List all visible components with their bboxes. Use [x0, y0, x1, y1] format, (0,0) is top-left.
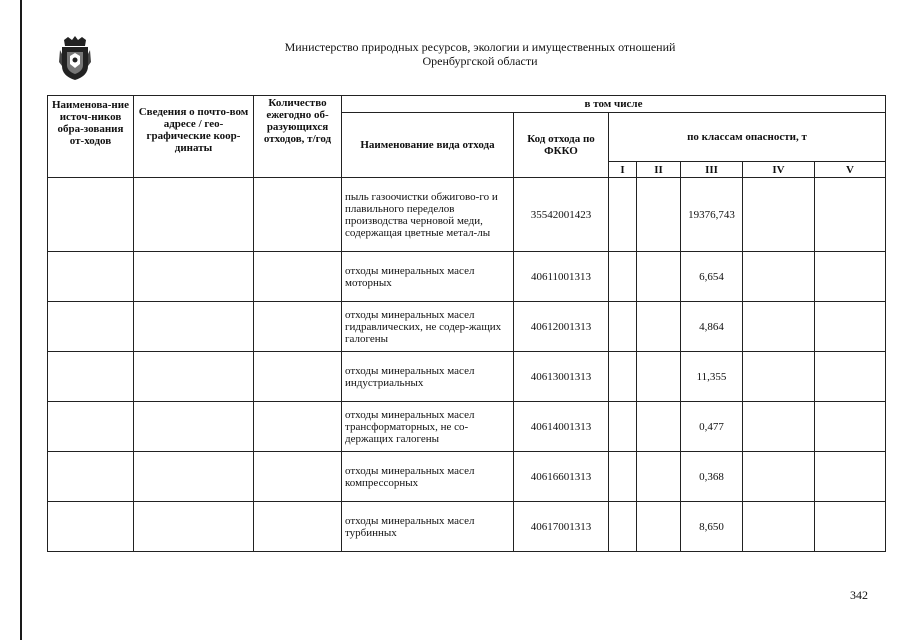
- quantity-cell: [254, 452, 342, 502]
- address-cell: [134, 502, 254, 552]
- address-cell: [134, 302, 254, 352]
- fkko-code-cell: 40617001313: [514, 502, 609, 552]
- waste-name-cell: пыль газоочистки обжигово-го и плавильного переделов производства черновой меди, содержащая цветные метал-лы: [342, 178, 514, 252]
- page-edge-line: [20, 0, 22, 640]
- class-3-cell: 8,650: [681, 502, 743, 552]
- class-2-cell: [637, 402, 681, 452]
- class-4-cell: [743, 302, 815, 352]
- source-cell: [48, 178, 134, 252]
- class-header-1: I: [609, 162, 637, 178]
- class-5-cell: [815, 452, 886, 502]
- class-5-cell: [815, 502, 886, 552]
- class-5-cell: [815, 302, 886, 352]
- table-row: [48, 352, 886, 402]
- class-4-cell: [743, 352, 815, 402]
- table-row: [48, 452, 886, 502]
- class-5-cell: [815, 252, 886, 302]
- class-4-cell: [743, 402, 815, 452]
- group-header-including: в том числе: [342, 96, 886, 113]
- table-row: [48, 178, 886, 252]
- class-header-2: II: [637, 162, 681, 178]
- fkko-code-cell: 40613001313: [514, 352, 609, 402]
- quantity-cell: [254, 502, 342, 552]
- table-row: [48, 252, 886, 302]
- class-4-cell: [743, 252, 815, 302]
- class-5-cell: [815, 178, 886, 252]
- waste-name-cell: отходы минеральных масел компрессорных: [342, 452, 514, 502]
- col-header-address: Сведения о почто-вом адресе / гео-графические коор-динаты: [134, 96, 254, 178]
- source-cell: [48, 402, 134, 452]
- class-2-cell: [637, 502, 681, 552]
- quantity-cell: [254, 252, 342, 302]
- class-2-cell: [637, 252, 681, 302]
- col-header-quantity: Количество ежегодно об-разующихся отходов, т/год: [254, 96, 342, 178]
- class-1-cell: [609, 452, 637, 502]
- class-3-cell: 0,477: [681, 402, 743, 452]
- class-1-cell: [609, 502, 637, 552]
- class-3-cell: 19376,743: [681, 178, 743, 252]
- class-5-cell: [815, 402, 886, 452]
- quantity-cell: [254, 402, 342, 452]
- fkko-code-cell: 40611001313: [514, 252, 609, 302]
- quantity-cell: [254, 352, 342, 402]
- waste-name-cell: отходы минеральных масел гидравлических, не содер-жащих галогены: [342, 302, 514, 352]
- address-cell: [134, 452, 254, 502]
- class-3-cell: 4,864: [681, 302, 743, 352]
- waste-name-cell: отходы минеральных масел турбинных: [342, 502, 514, 552]
- class-header-4: IV: [743, 162, 815, 178]
- table-row: [48, 302, 886, 352]
- class-2-cell: [637, 178, 681, 252]
- quantity-cell: [254, 178, 342, 252]
- class-4-cell: [743, 178, 815, 252]
- quantity-cell: [254, 302, 342, 352]
- class-2-cell: [637, 302, 681, 352]
- address-cell: [134, 252, 254, 302]
- class-5-cell: [815, 352, 886, 402]
- source-cell: [48, 502, 134, 552]
- class-4-cell: [743, 452, 815, 502]
- source-cell: [48, 352, 134, 402]
- col-header-source: Наименова-ние источ-ников обра-зования от-ходов: [48, 96, 134, 178]
- coat-of-arms-icon: [58, 36, 92, 80]
- class-1-cell: [609, 352, 637, 402]
- class-header-5: V: [815, 162, 886, 178]
- waste-name-cell: отходы минеральных масел моторных: [342, 252, 514, 302]
- class-1-cell: [609, 252, 637, 302]
- waste-name-cell: отходы минеральных масел индустриальных: [342, 352, 514, 402]
- source-cell: [48, 302, 134, 352]
- class-3-cell: 11,355: [681, 352, 743, 402]
- source-cell: [48, 452, 134, 502]
- page-number: 342: [850, 588, 868, 602]
- class-1-cell: [609, 302, 637, 352]
- class-1-cell: [609, 402, 637, 452]
- class-1-cell: [609, 178, 637, 252]
- class-3-cell: 0,368: [681, 452, 743, 502]
- ministry-title: Министерство природных ресурсов, экологии и имущественных отношений: [284, 40, 676, 54]
- col-header-fkko-code: Код отхода по ФККО: [514, 113, 609, 178]
- document-header: [180, 40, 780, 68]
- fkko-code-cell: 40614001313: [514, 402, 609, 452]
- region-title: Оренбургской области: [422, 54, 538, 68]
- table-row: [48, 502, 886, 552]
- source-cell: [48, 252, 134, 302]
- fkko-code-cell: 40612001313: [514, 302, 609, 352]
- waste-name-cell: отходы минеральных масел трансформаторных, не со-держащих галогены: [342, 402, 514, 452]
- address-cell: [134, 352, 254, 402]
- fkko-code-cell: 35542001423: [514, 178, 609, 252]
- class-4-cell: [743, 502, 815, 552]
- waste-sources-table: [47, 95, 886, 552]
- address-cell: [134, 178, 254, 252]
- class-2-cell: [637, 352, 681, 402]
- group-header-hazard-classes: по классам опасности, т: [609, 113, 886, 162]
- class-2-cell: [637, 452, 681, 502]
- col-header-waste-name: Наименование вида отхода: [342, 113, 514, 178]
- table-row: [48, 402, 886, 452]
- address-cell: [134, 402, 254, 452]
- class-header-3: III: [681, 162, 743, 178]
- class-3-cell: 6,654: [681, 252, 743, 302]
- fkko-code-cell: 40616601313: [514, 452, 609, 502]
